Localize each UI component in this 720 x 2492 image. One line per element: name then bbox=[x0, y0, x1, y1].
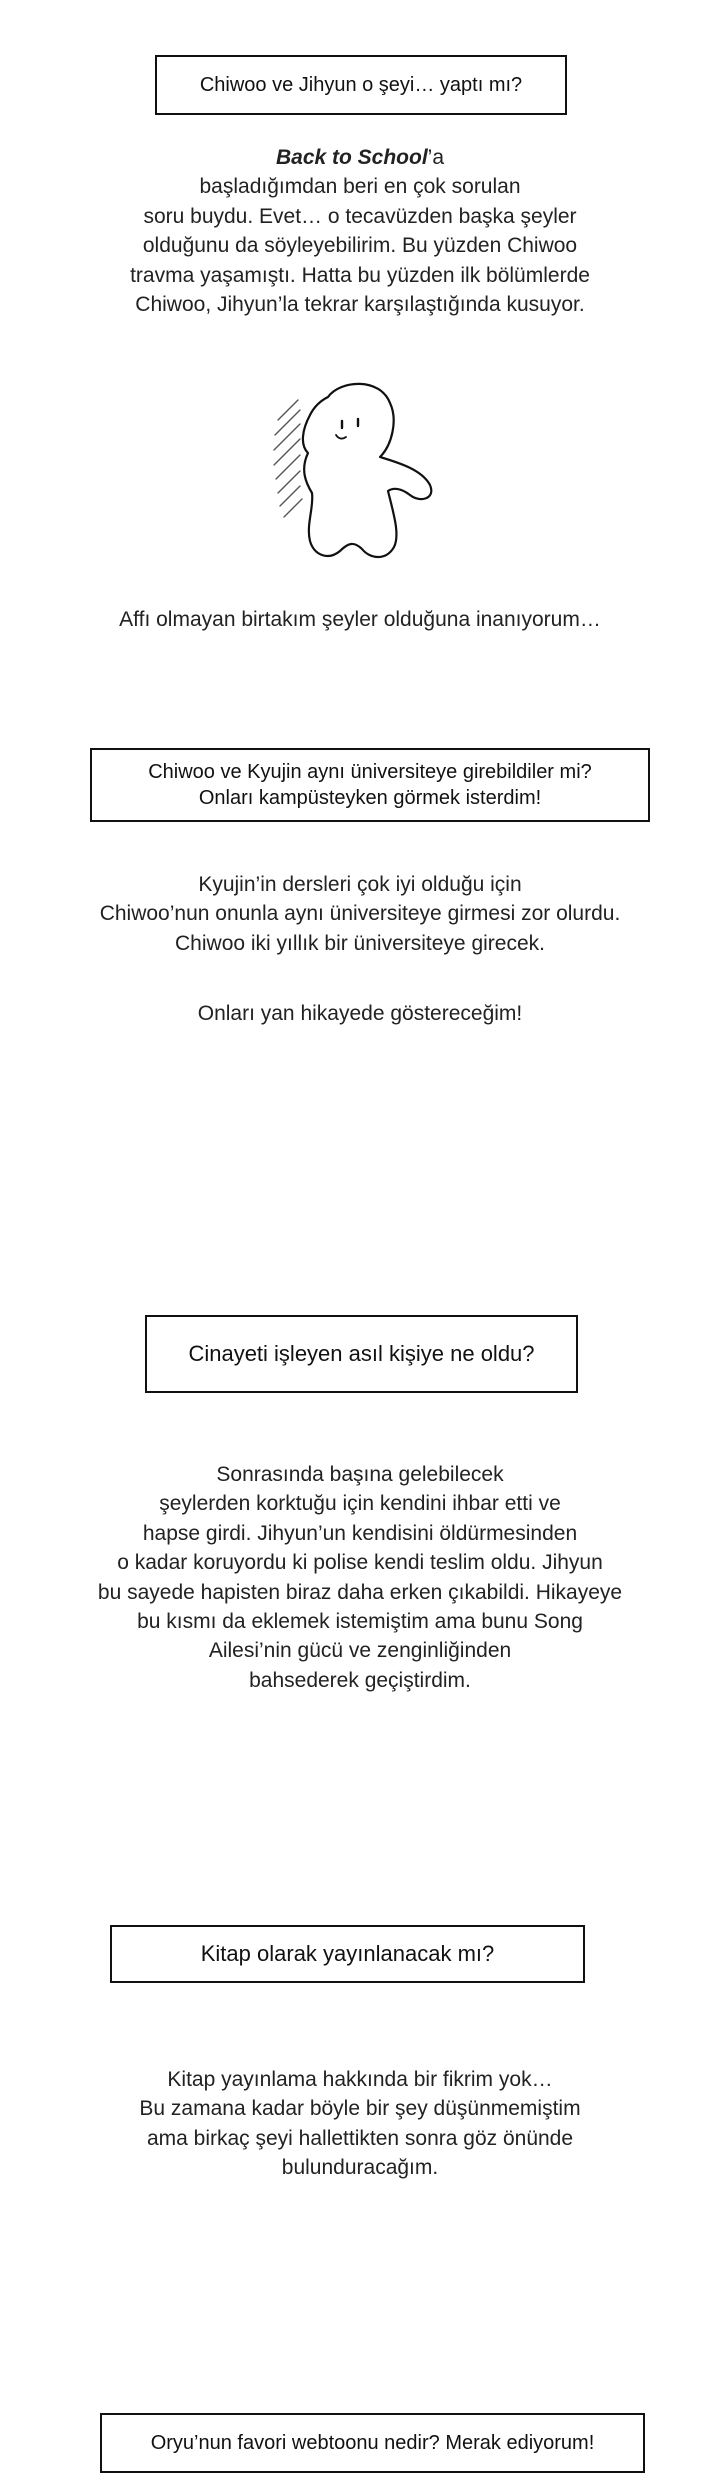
answer-4 bbox=[60, 2065, 660, 2183]
answer-2-extra bbox=[20, 999, 700, 1028]
answer-3-line: bahsederek geçiştirdim. bbox=[249, 1668, 471, 1692]
question-text-5: Oryu’nun favori webtoonu nedir? Merak ediyorum! bbox=[150, 2432, 595, 2454]
answer-1-title-line bbox=[60, 143, 660, 172]
answer-1-line: başladığımdan beri en çok sorulan bbox=[199, 175, 521, 199]
question-text-1: Chiwoo ve Jihyun o şeyi… yaptı mı? bbox=[199, 74, 523, 96]
answer-1-caption bbox=[60, 605, 660, 634]
ghost-character-icon bbox=[270, 375, 450, 570]
question-box-4 bbox=[110, 1925, 585, 1983]
answer-1 bbox=[60, 143, 660, 319]
answer-4-line: Kitap yayınlama hakkında bir fikrim yok… bbox=[167, 2068, 553, 2091]
answer-4-line: ama birkaç şeyi hallettikten sonra göz önünde bbox=[146, 2126, 574, 2150]
answer-1-title: Back to School bbox=[275, 146, 428, 169]
answer-3-line: Sonrasında başına gelebilecek bbox=[216, 1463, 504, 1486]
answer-2 bbox=[20, 870, 700, 958]
answer-1-line: olduğunu da söyleyebilirim. Bu yüzden Chiwoo bbox=[142, 234, 578, 258]
answer-3-line: o kadar koruyordu ki polise kendi teslim oldu. Jihyun bbox=[117, 1551, 603, 1575]
answer-3-line: Ailesi’nin gücü ve zenginliğinden bbox=[208, 1639, 512, 1663]
answer-1-line: travma yaşamıştı. Hatta bu yüzden ilk bölümlerde bbox=[130, 263, 590, 287]
answer-3 bbox=[20, 1460, 700, 1695]
answer-2-extra-text: Onları yan hikayede göstereceğim! bbox=[197, 1002, 523, 1025]
question-box-2 bbox=[90, 748, 650, 822]
question-text-2-line-2: Onları kampüsteyken görmek isterdim! bbox=[198, 787, 542, 809]
answer-2-line: Chiwoo’nun onunla aynı üniversiteye girmesi zor olurdu. bbox=[99, 902, 621, 926]
answer-2-line: Kyujin’in dersleri çok iyi olduğu için bbox=[198, 873, 522, 896]
question-text-2-line-1: Chiwoo ve Kyujin aynı üniversiteye girebildiler mi? bbox=[148, 761, 592, 783]
answer-4-line: Bu zamana kadar böyle bir şey düşünmemiştim bbox=[139, 2097, 581, 2121]
question-box-3 bbox=[145, 1315, 578, 1393]
question-text-3: Cinayeti işleyen asıl kişiye ne oldu? bbox=[188, 1340, 535, 1366]
answer-1-line: Chiwoo, Jihyun’la tekrar karşılaştığında kusuyor. bbox=[135, 292, 585, 316]
answer-2-line: Chiwoo iki yıllık bir üniversiteye girecek. bbox=[175, 931, 545, 955]
answer-4-line: bulunduracağım. bbox=[281, 2156, 439, 2180]
answer-3-line: hapse girdi. Jihyun’un kendisini öldürmesinden bbox=[142, 1521, 578, 1545]
question-text-4: Kitap olarak yayınlanacak mı? bbox=[200, 1940, 495, 1966]
caption-text: Affı olmayan birtakım şeyler olduğuna inanıyorum… bbox=[119, 608, 601, 631]
answer-3-line: bu kısmı da eklemek istemiştim ama bunu Song bbox=[137, 1609, 583, 1633]
answer-1-title-suffix: ’a bbox=[427, 146, 445, 169]
answer-1-line: soru buydu. Evet… o tecavüzden başka şeyler bbox=[143, 204, 577, 228]
question-box-5 bbox=[100, 2413, 645, 2473]
question-box-1 bbox=[155, 55, 567, 115]
answer-3-line: şeylerden korktuğu için kendini ihbar etti ve bbox=[159, 1492, 561, 1516]
answer-3-line: bu sayede hapisten biraz daha erken çıkabildi. Hikayeye bbox=[97, 1580, 623, 1604]
